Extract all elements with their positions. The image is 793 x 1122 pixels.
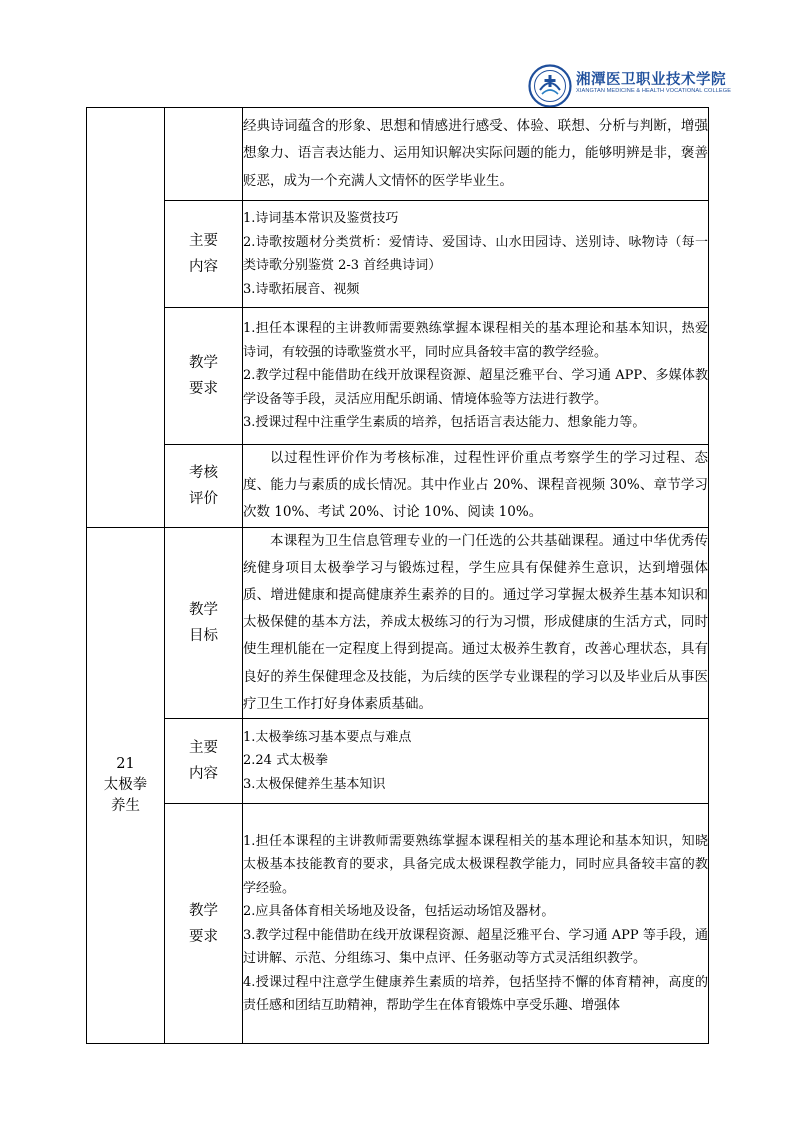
- requirements-list: [243, 804, 709, 1044]
- list-item: 4.授课过程中注意学生健康养生素质的培养，包括坚持不懈的体育精神，高度的责任感和团结互助精神，帮助学生在体育锻炼中享受乐趣、增强体: [243, 974, 708, 1014]
- list-item: 3.教学过程中能借助在线开放课程资源、超星泛雅平台、学习通 APP 等手段，通过讲解、示范、分组练习、集中点评、任务驱动等方式灵活组织教学。: [243, 927, 708, 967]
- row-label-cell: [165, 108, 243, 201]
- list-item: 1.担任本课程的主讲教师需要熟练掌握本课程相关的基本理论和基本知识，热爱诗词，有较强的诗歌鉴赏水平，同时应具备较丰富的教学经验。: [243, 321, 708, 360]
- list-item: 2.应具备体育相关场地及设备，包括运动场馆及器材。: [243, 904, 555, 920]
- content-label: 主要 内容: [165, 201, 243, 308]
- list-item: 3.太极保健养生基本知识: [243, 776, 386, 792]
- list-item: 1.诗词基本常识及鉴赏技巧: [243, 211, 399, 226]
- list-item: 1.太极拳练习基本要点与难点: [243, 729, 412, 745]
- table-row: [87, 804, 709, 1044]
- content-list: [243, 201, 709, 308]
- content-list: [243, 719, 709, 804]
- list-item: 2.24 式太极拳: [243, 753, 329, 769]
- evaluation-text: [243, 445, 709, 528]
- course-table: [86, 107, 709, 1044]
- requirements-label: 教学 要求: [165, 804, 243, 1044]
- list-item: 2.诗歌按题材分类赏析：爱情诗、爱国诗、山水田园诗、送别诗、咏物诗（每一类诗歌分别鉴赏 2-3 首经典诗词）: [243, 234, 708, 273]
- goal-label: 教学 目标: [165, 527, 243, 718]
- list-item: 2.教学过程中能借助在线开放课程资源、超星泛雅平台、学习通 APP、多媒体教学设备等手段，灵活应用配乐朗诵、情境体验等方法进行教学。: [243, 368, 708, 407]
- school-name: 湘潭医卫职业技术学院: [576, 72, 726, 88]
- table-row: [87, 527, 709, 718]
- school-name-en: XIANGTAN MEDICINE & HEALTH VOCATIONAL COLLEGE: [576, 88, 732, 94]
- list-item: 3.授课过程中注重学生素质的培养，包括语言表达能力、想象能力等。: [243, 415, 646, 431]
- list-item: 1.担任本课程的主讲教师需要熟练掌握本课程相关的基本理论和基本知识，知晓太极基本技能教育的要求，具备完成太极课程教学能力，同时应具备较丰富的教学经验。: [243, 833, 708, 896]
- table-row: [87, 445, 709, 528]
- objective-paragraph: 经典诗词蕴含的形象、思想和情感进行感受、体验、联想、分析与判断，增强想象力、语言表达能力、运用知识解决实际问题的能力，能够明辨是非，褒善贬恶，成为一个充满人文情怀的医学毕业生。: [243, 118, 708, 189]
- table-row: [87, 201, 709, 308]
- goal-paragraph: 本课程为卫生信息管理专业的一门任选的公共基础课程。通过中华优秀传统健身项目太极拳学习与锻炼过程，学生应具有保健养生意识，达到增强体质、增进健康和提高健康养生素养的目的。通过学习掌握太极养生基本知识和太极保健的基本方法，养成太极练习的行为习惯，形成健康的生活方式，同时使生理机能在一定程度上得到提高。通过太极养生教育，改善心理状态，具有良好的养生保健理念及技能，为后续的医学专业课程的学习以及毕业后从事医疗卫生工作打好身体素质基础。: [243, 532, 708, 712]
- requirements-label: 教学 要求: [165, 308, 243, 445]
- objective-text: [243, 108, 709, 201]
- content-label: 主要 内容: [165, 719, 243, 804]
- evaluation-label: 考核 评价: [165, 445, 243, 528]
- table-row: [87, 108, 709, 201]
- school-logo-icon: [528, 64, 572, 108]
- table-row: [87, 308, 709, 445]
- requirements-list: [243, 308, 709, 445]
- goal-text: [243, 527, 709, 718]
- course-number: 21: [116, 755, 135, 772]
- page-header: [528, 62, 738, 110]
- course-name-cell: [87, 108, 165, 528]
- list-item: 3.诗歌拓展音、视频: [243, 281, 360, 297]
- course-name: 太极拳 养生: [103, 776, 148, 814]
- table-row: [87, 719, 709, 804]
- course-name-cell: [87, 527, 165, 1043]
- evaluation-paragraph: 以过程性评价作为考核标准，过程性评价重点考察学生的学习过程、态度、能力与素质的成长情况。其中作业占 20%、课程音视频 30%、章节学习次数 10%、考试 20%、讨论 10%、阅读 10%。: [243, 450, 708, 521]
